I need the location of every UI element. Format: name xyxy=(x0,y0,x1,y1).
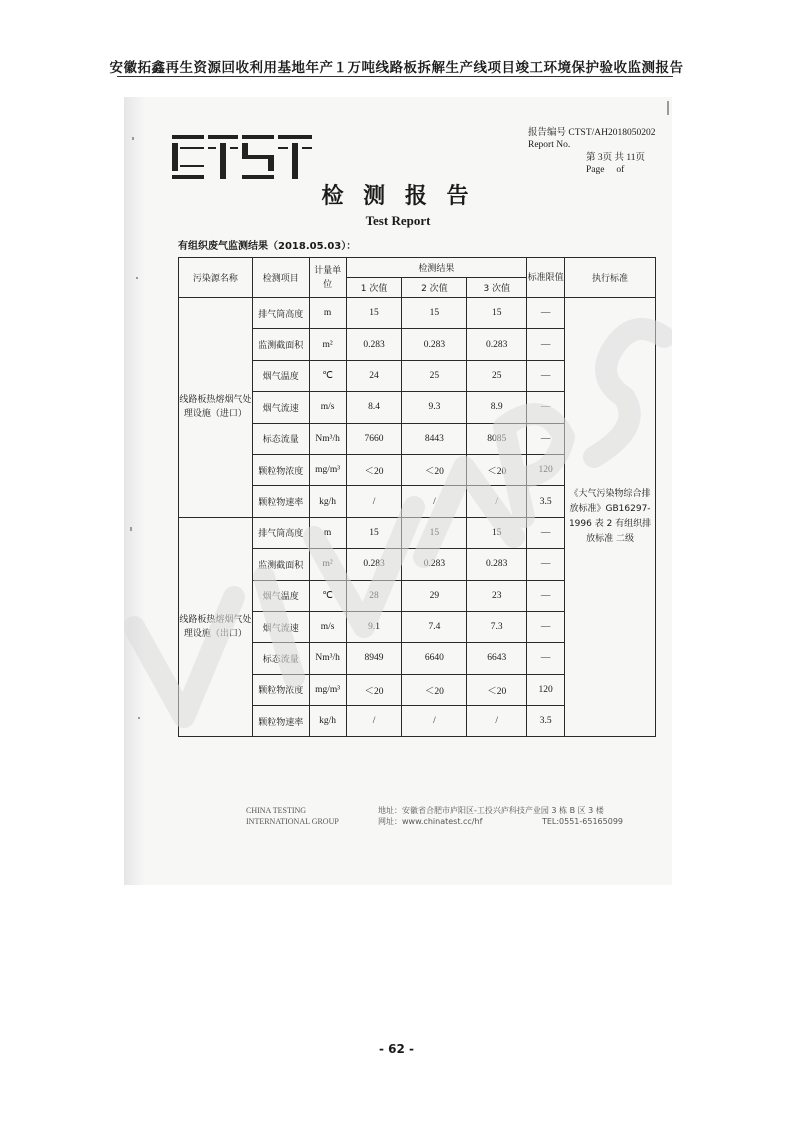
result-1: 0.283 xyxy=(346,549,402,580)
unit-value: ℃ xyxy=(309,580,346,611)
item-name: 排气筒高度 xyxy=(252,298,309,329)
result-2: ＜20 xyxy=(402,454,467,485)
item-name: 颗粒物速率 xyxy=(252,486,309,517)
ctst-logo xyxy=(172,135,312,179)
result-3: ＜20 xyxy=(467,674,527,705)
limit-value: — xyxy=(527,580,565,611)
item-name: 监测截面积 xyxy=(252,549,309,580)
result-1: 15 xyxy=(346,517,402,548)
result-1: 9.1 xyxy=(346,611,402,642)
unit-value: mg/m³ xyxy=(309,674,346,705)
item-name: 烟气温度 xyxy=(252,360,309,391)
result-1: ＜20 xyxy=(346,454,402,485)
footer-organization xyxy=(246,805,339,827)
scan-speck xyxy=(132,137,134,140)
item-name: 监测截面积 xyxy=(252,329,309,360)
result-1: 8949 xyxy=(346,643,402,674)
footer-org-line1: CHINA TESTING xyxy=(246,806,307,815)
result-1: 8.4 xyxy=(346,392,402,423)
header-results: 检测结果 xyxy=(346,258,527,278)
result-1: ＜20 xyxy=(346,674,402,705)
result-3: 8085 xyxy=(467,423,527,454)
header-rule xyxy=(117,76,673,77)
unit-value: kg/h xyxy=(309,486,346,517)
result-3: 15 xyxy=(467,517,527,548)
result-3: 6643 xyxy=(467,643,527,674)
result-3: 7.3 xyxy=(467,611,527,642)
result-1: / xyxy=(346,486,402,517)
report-no-label-en: Report No. xyxy=(528,140,571,150)
result-2: / xyxy=(402,706,467,737)
header-first-value: 1 次值 xyxy=(346,278,402,298)
scan-speck xyxy=(130,527,132,531)
scanned-report-page xyxy=(124,97,672,885)
header-second-value: 2 次值 xyxy=(402,278,467,298)
unit-value: kg/h xyxy=(309,706,346,737)
report-no-label-cn: 报告编号 xyxy=(528,128,567,138)
unit-value: m/s xyxy=(309,392,346,423)
result-2: 29 xyxy=(402,580,467,611)
document-header-title: 安徽拓鑫再生资源回收利用基地年产１万吨线路板拆解生产线项目竣工环境保护验收监测报告 xyxy=(109,60,684,76)
item-name: 标态流量 xyxy=(252,643,309,674)
page-number: - 62 - xyxy=(378,1042,414,1056)
item-name: 烟气温度 xyxy=(252,580,309,611)
result-2: 15 xyxy=(402,298,467,329)
footer-address: 地址：安徽省合肥市庐阳区-工投兴庐科技产业园 3 栋 B 区 3 楼 xyxy=(378,806,604,815)
footer-web-line xyxy=(378,816,623,827)
header-standard: 执行标准 xyxy=(565,258,656,298)
item-name: 标态流量 xyxy=(252,423,309,454)
result-3: 23 xyxy=(467,580,527,611)
result-3: ＜20 xyxy=(467,454,527,485)
limit-value: 3.5 xyxy=(527,706,565,737)
result-2: ＜20 xyxy=(402,674,467,705)
result-2: 7.4 xyxy=(402,611,467,642)
page-of-block xyxy=(586,152,645,176)
footer-org-line2: INTERNATIONAL GROUP xyxy=(246,817,339,826)
result-3: 15 xyxy=(467,298,527,329)
page-label-en: Page of xyxy=(586,165,625,175)
report-title-en: Test Report xyxy=(365,213,431,228)
report-no-value: CTST/AH2018050202 xyxy=(568,128,656,138)
limit-value: — xyxy=(527,329,565,360)
header-item: 检测项目 xyxy=(252,258,309,298)
unit-value: m xyxy=(309,298,346,329)
result-3: 25 xyxy=(467,360,527,391)
unit-value: m/s xyxy=(309,611,346,642)
item-name: 颗粒物速率 xyxy=(252,706,309,737)
limit-value: — xyxy=(527,517,565,548)
result-2: 0.283 xyxy=(402,329,467,360)
result-2: 6640 xyxy=(402,643,467,674)
header-unit: 计量单位 xyxy=(309,258,346,298)
limit-value: 3.5 xyxy=(527,486,565,517)
header-source: 污染源名称 xyxy=(179,258,253,298)
item-name: 颗粒物浓度 xyxy=(252,454,309,485)
footer-tel: TEL:0551-65165099 xyxy=(541,817,623,826)
limit-value: — xyxy=(527,392,565,423)
page-label-cn: 第 3页 共 11页 xyxy=(586,153,646,163)
result-1: 15 xyxy=(346,298,402,329)
scan-speck xyxy=(138,717,140,719)
result-1: 0.283 xyxy=(346,329,402,360)
result-2: / xyxy=(402,486,467,517)
result-3: 0.283 xyxy=(467,329,527,360)
limit-value: 120 xyxy=(527,454,565,485)
source-name-inlet: 线路板热熔烟气处理设施（进口） xyxy=(179,298,253,518)
result-3: / xyxy=(467,706,527,737)
unit-value: m² xyxy=(309,329,346,360)
unit-value: Nm³/h xyxy=(309,643,346,674)
limit-value: — xyxy=(527,360,565,391)
result-3: / xyxy=(467,486,527,517)
result-1: 28 xyxy=(346,580,402,611)
result-3: 8.9 xyxy=(467,392,527,423)
scan-speck xyxy=(667,101,669,115)
item-name: 排气筒高度 xyxy=(252,517,309,548)
unit-value: Nm³/h xyxy=(309,423,346,454)
result-2: 25 xyxy=(402,360,467,391)
result-2: 0.283 xyxy=(402,549,467,580)
unit-value: mg/m³ xyxy=(309,454,346,485)
item-name: 烟气流速 xyxy=(252,611,309,642)
result-2: 9.3 xyxy=(402,392,467,423)
report-title-cn: 检 测 报 告 xyxy=(321,183,475,209)
limit-value: — xyxy=(527,611,565,642)
item-name: 烟气流速 xyxy=(252,392,309,423)
result-1: / xyxy=(346,706,402,737)
limit-value: — xyxy=(527,423,565,454)
report-number-block xyxy=(528,127,655,151)
result-2: 15 xyxy=(402,517,467,548)
standard-text: 《大气污染物综合排放标准》GB16297-1996 表 2 有组织排放标准 二级 xyxy=(565,298,656,737)
result-1: 24 xyxy=(346,360,402,391)
result-2: 8443 xyxy=(402,423,467,454)
monitoring-results-table xyxy=(178,257,656,737)
section-title: 有组织废气监测结果（2018.05.03）： xyxy=(178,241,357,252)
scan-speck xyxy=(136,277,138,279)
limit-value: — xyxy=(527,549,565,580)
header-limit: 标准限值 xyxy=(527,258,565,298)
source-name-outlet: 线路板热熔烟气处理设施（出口） xyxy=(179,517,253,737)
result-3: 0.283 xyxy=(467,549,527,580)
limit-value: — xyxy=(527,643,565,674)
item-name: 颗粒物浓度 xyxy=(252,674,309,705)
limit-value: 120 xyxy=(527,674,565,705)
result-1: 7660 xyxy=(346,423,402,454)
limit-value: — xyxy=(527,298,565,329)
table-row xyxy=(179,298,656,329)
footer-website: 网址：www.chinatest.cc/hf xyxy=(378,817,483,826)
footer-contact xyxy=(378,805,623,827)
unit-value: m² xyxy=(309,549,346,580)
header-third-value: 3 次值 xyxy=(467,278,527,298)
unit-value: ℃ xyxy=(309,360,346,391)
unit-value: m xyxy=(309,517,346,548)
